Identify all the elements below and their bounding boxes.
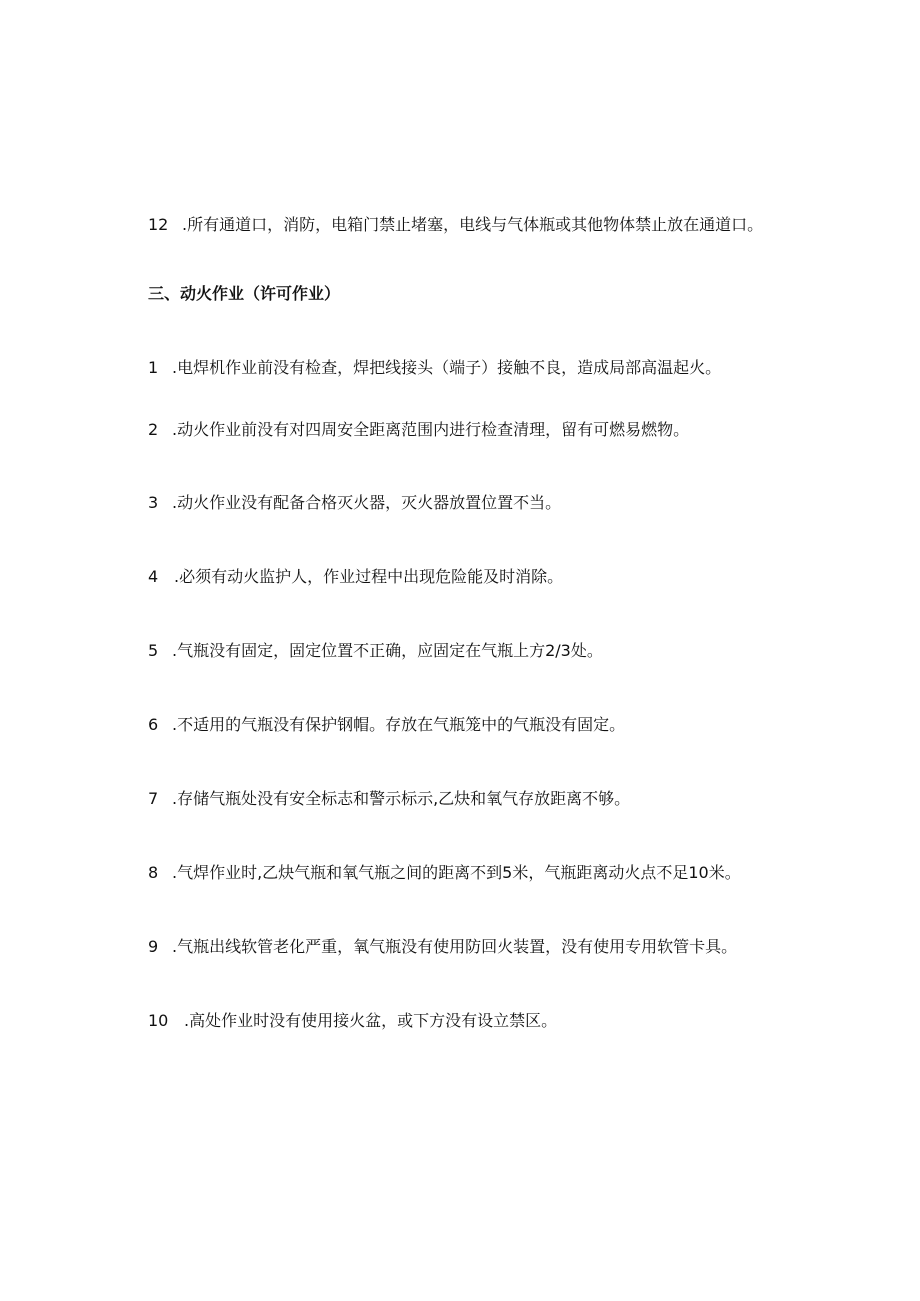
list-item-12 [148,214,763,236]
item-text: .动火作业前没有对四周安全距离范围内进行检查清理，留有可燃易燃物。 [172,420,690,439]
item-number: 9 [148,937,159,956]
item-number: 6 [148,715,159,734]
item-number: 3 [148,493,159,512]
list-item-5 [148,640,603,662]
list-item-10 [148,1010,557,1032]
item-text: .高处作业时没有使用接火盆，或下方没有设立禁区。 [184,1011,558,1030]
item-number: 10 [148,1011,169,1030]
list-item-3 [148,492,561,514]
section-heading: 三、动火作业（许可作业） [148,284,341,303]
item-number: 5 [148,641,159,660]
item-text: .电焊机作业前没有检查，焊把线接头（端子）接触不良，造成局部高温起火。 [172,358,722,377]
list-item-6 [148,714,625,736]
list-item-2 [148,419,689,441]
item-number: 2 [148,420,159,439]
list-item-9 [148,936,737,958]
item-number: 12 [148,215,169,234]
item-number: 1 [148,358,159,377]
item-text: .动火作业没有配备合格灭火器，灭火器放置位置不当。 [172,493,562,512]
item-number: 4 [148,567,159,586]
list-item-4 [148,566,563,588]
item-number: 8 [148,863,159,882]
item-text: .存储气瓶处没有安全标志和警示标示,乙炔和氧气存放距离不够。 [172,789,631,808]
item-text: .气焊作业时,乙炔气瓶和氧气瓶之间的距离不到5米，气瓶距离动火点不足10米。 [172,863,741,882]
list-item-1 [148,357,721,379]
list-item-7 [148,788,630,810]
item-text: .气瓶没有固定，固定位置不正确，应固定在气瓶上方2/3处。 [172,641,603,660]
list-item-8 [148,862,741,884]
item-text: .必须有动火监护人，作业过程中出现危险能及时消除。 [174,567,564,586]
item-text: .所有通道口，消防，电箱门禁止堵塞，电线与气体瓶或其他物体禁止放在通道口。 [182,215,764,234]
item-text: .气瓶出线软管老化严重，氧气瓶没有使用防回火装置，没有使用专用软管卡具。 [172,937,738,956]
item-text: .不适用的气瓶没有保护钢帽。存放在气瓶笼中的气瓶没有固定。 [172,715,626,734]
item-number: 7 [148,789,159,808]
